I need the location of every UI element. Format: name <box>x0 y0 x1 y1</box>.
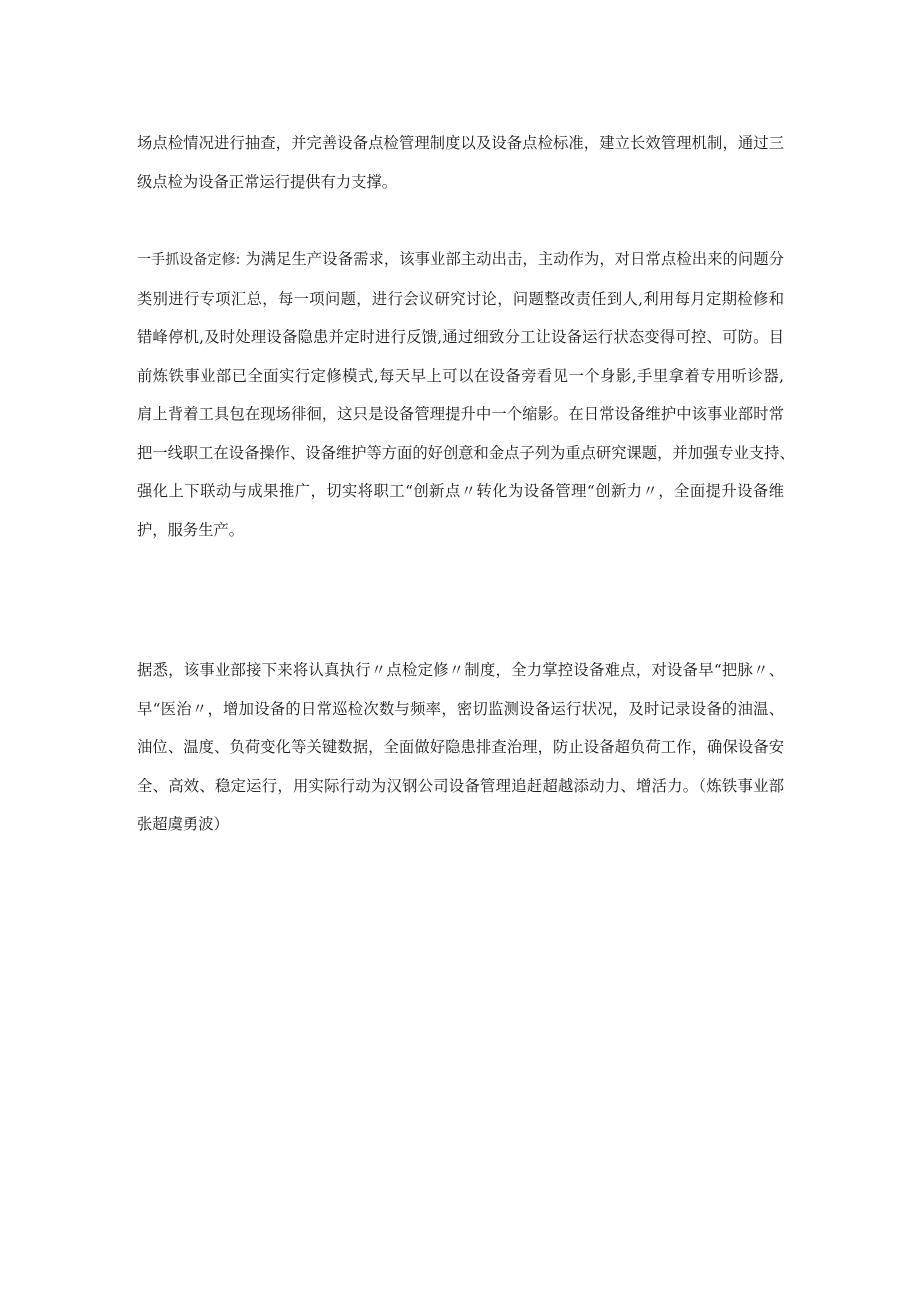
paragraph-scheduled-maintenance <box>137 240 795 549</box>
text-line: 早“医治〃，增加设备的日常巡检次数与频率，密切监测设备运行状况，及时记录设备的油温、 <box>137 699 784 718</box>
paragraph-future-plan <box>137 651 784 844</box>
paragraph-spot-check <box>137 124 784 201</box>
text-line: 把一线职工在设备操作、设备维护等方面的好创意和金点子列为重点研究课题，并加强专业支持、 <box>137 443 795 462</box>
text-line: 级点检为设备正常运行提供有力支撑。 <box>137 172 398 191</box>
text-line: 油位、温度、负荷变化等关键数据，全面做好隐患排查治理，防止设备超负荷工作，确保设备安 <box>137 738 784 756</box>
text-line: 类别进行专项汇总，每一项问题，进行会议研究讨论，问题整改责任到人,利用每月定期检修和 <box>137 289 784 308</box>
text-line: 错峰停机,及时处理设备隐患并定时进行反馈,通过细致分工让设备运行状态变得可控、可防。目 <box>137 328 784 346</box>
text-line: 肩上背着工具包在现场徘徊，这只是设备管理提升中一个缩影。在日常设备维护中该事业部时常 <box>137 405 784 423</box>
text-line-byline: 张超虞勇波） <box>137 815 229 833</box>
text-line-with-lead <box>137 240 784 280</box>
text-line: 全、高效、稳定运行，用实际行动为汉钢公司设备管理追赶超越添动力、增活力。（炼铁事业部 <box>137 776 784 795</box>
text-line: 据悉，该事业部接下来将认真执行〃点检定修〃制度，全力掌控设备难点，对设备早“把脉〃、 <box>137 661 784 679</box>
text-line: 场点检情况进行抽查，并完善设备点检管理制度以及设备点检标准，建立长效管理机制，通过三 <box>137 134 784 152</box>
paragraph-lead-heading: 一手抓设备定修: <box>137 252 241 268</box>
text-line-rest: 为满足生产设备需求，该事业部主动出击，主动作为，对日常点检出来的问题分 <box>240 250 784 268</box>
text-line: 强化上下联动与成果推广，切实将职工“创新点〃转化为设备管理“创新力〃，全面提升设备维 <box>137 482 784 500</box>
text-line: 前炼铁事业部已全面实行定修模式,每天早上可以在设备旁看见一个身影,手里拿着专用听诊器, <box>137 366 784 385</box>
text-line: 护，服务生产。 <box>137 520 245 539</box>
